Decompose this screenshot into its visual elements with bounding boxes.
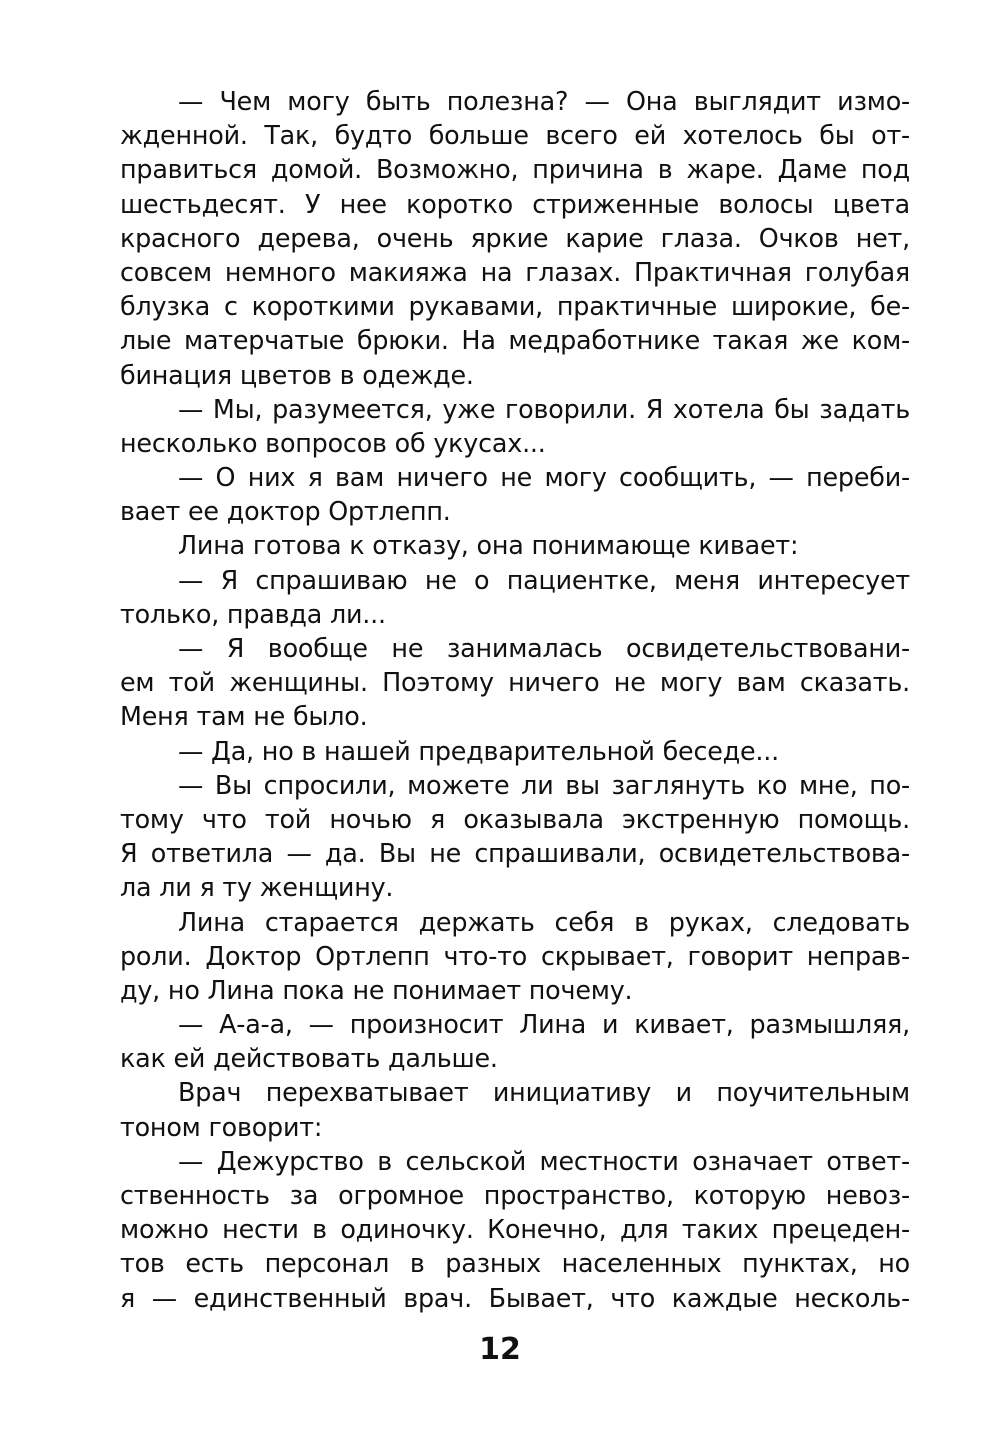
text-line: — А-а-а, — произносит Лина и кивает, размышляя, (178, 1009, 910, 1040)
text-line: ла ли я ту женщину. (120, 872, 394, 903)
text-line: вает ее доктор Ортлепп. (120, 496, 451, 527)
text-line: блузка с короткими рукавами, практичные широкие, бе- (120, 291, 910, 322)
text-line: я — единственный врач. Бывает, что каждые несколь- (120, 1282, 910, 1313)
text-line: тому что той ночью я оказывала экстренную помощь. (120, 803, 910, 834)
text-line: Меня там не было. (120, 701, 368, 732)
text-line: — Чем могу быть полезна? — Она выглядит измо- (178, 86, 910, 116)
text-line: ем той женщины. Поэтому ничего не могу вам сказать. (120, 667, 910, 698)
text-line: жденной. Так, будто больше всего ей хотелось бы от- (120, 120, 910, 151)
text-line: роли. Доктор Ортлепп что-то скрывает, говорит неправ- (120, 940, 910, 971)
text-line: ду, но Лина пока не понимает почему. (120, 974, 633, 1005)
text-line: шестьдесят. У нее коротко стриженные волосы цвета (120, 188, 910, 219)
text-line: — Дежурство в сельской местности означает ответ- (178, 1145, 910, 1176)
text-line: совсем немного макияжа на глазах. Практичная голубая (120, 256, 910, 287)
text-line: — О них я вам ничего не могу сообщить, — переби- (178, 462, 910, 493)
text-line: — Мы, разумеется, уже говорили. Я хотела бы задать (178, 393, 910, 424)
text-line: только, правда ли... (120, 598, 386, 629)
text-line: Врач перехватывает инициативу и поучительным (178, 1077, 910, 1108)
text-line: Я ответила — да. Вы не спрашивали, освидетельствова- (120, 838, 910, 869)
text-line: бинация цветов в одежде. (120, 359, 474, 390)
text-line: — Да, но в нашей предварительной беседе... (178, 735, 780, 766)
text-line: лые матерчатые брюки. На медработнике такая же ком- (120, 325, 910, 356)
text-line: правиться домой. Возможно, причина в жаре. Даме под (120, 154, 910, 185)
text-line: ственность за огромное пространство, которую невоз- (120, 1180, 910, 1210)
text-line: несколько вопросов об укусах... (120, 427, 546, 458)
text-line: тоном говорит: (120, 1111, 323, 1142)
text-line: — Я вообще не занималась освидетельствовани- (178, 633, 910, 663)
body-text (120, 84, 910, 1315)
text-line: как ей действовать дальше. (120, 1043, 498, 1074)
text-line: Лина старается держать себя в руках, следовать (178, 906, 910, 937)
text-line: — Вы спросили, можете ли вы заглянуть ко мне, по- (178, 769, 910, 800)
page-number: 12 (479, 1332, 521, 1367)
text-line: тов есть персонал в разных населенных пунктах, но (120, 1248, 910, 1279)
text-line: Лина готова к отказу, она понимающе кивает: (178, 530, 799, 561)
text-line: красного дерева, очень яркие карие глаза. Очков нет, (120, 222, 910, 253)
text-line: можно нести в одиночку. Конечно, для таких прецеден- (120, 1214, 910, 1245)
text-line: — Я спрашиваю не о пациентке, меня интересует (178, 564, 910, 595)
